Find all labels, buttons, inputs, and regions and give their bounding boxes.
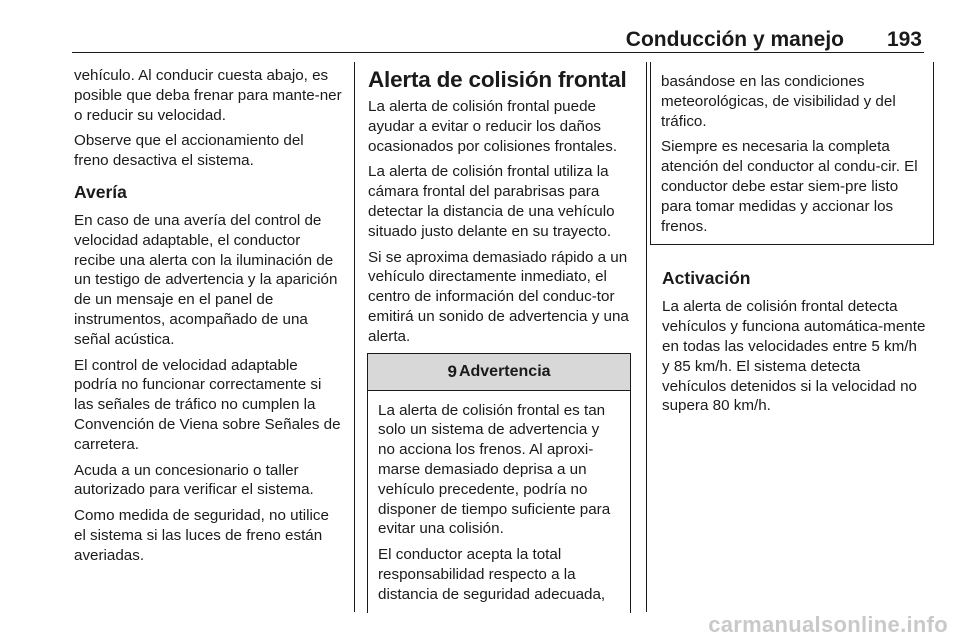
paragraph: El control de velocidad adaptable podría no funcionar correctamente si las señales de tráfico no cumplen la Convención de Viena sobre Señales de carretera. — [74, 356, 341, 453]
column-left — [74, 66, 342, 572]
warning-box — [367, 353, 631, 613]
paragraph: Si se aproxima demasiado rápido a un vehículo directamente inmediato, el centro de información del conduc-tor emitirá un sonido de advertencia y una alerta. — [368, 248, 629, 345]
column-middle — [368, 66, 633, 613]
warning-paragraph: El conductor acepta la total responsabilidad respecto a la distancia de seguridad adecuada, — [378, 546, 606, 603]
paragraph: En caso de una avería del control de velocidad adaptable, el conductor recibe una alerta con la iluminación de un testigo de advertencia y la aparición de un mensaje en el panel de instrumentos, acompañado de una señal acústica. — [74, 211, 338, 348]
paragraph: La alerta de colisión frontal detecta vehículos y funciona automática-mente en todas las velocidades entre 5 km/h y 85 km/h. El sistema detecta vehículos detenidos si la velocidad no supera 80 km/h. — [662, 298, 926, 415]
section-title: Conducción y manejo — [625, 28, 844, 51]
column-divider-right — [646, 62, 647, 612]
warning-header — [368, 354, 630, 391]
warning-triangle-icon: 9 — [447, 361, 457, 381]
warning-box-continued — [650, 62, 934, 245]
warning-paragraph: basándose en las condiciones meteorológicas, de visibilidad y del tráfico. — [661, 73, 896, 130]
section-heading-alerta: Alerta de colisión frontal — [368, 67, 627, 92]
paragraph: Como medida de seguridad, no utilice el sistema si las luces de freno están averiadas. — [74, 507, 329, 564]
paragraph: La alerta de colisión frontal puede ayudar a evitar o reducir los daños ocasionados por colisiones frontales. — [368, 98, 618, 155]
column-divider-left — [354, 62, 355, 612]
paragraph: Observe que el accionamiento del freno desactiva el sistema. — [74, 132, 304, 170]
paragraph: vehículo. Al conducir cuesta abajo, es posible que deba frenar para mante-ner o reducir su velocidad. — [74, 67, 342, 124]
section-heading-averia: Avería — [74, 181, 127, 202]
page-number: 193 — [886, 28, 922, 51]
page-header — [72, 26, 924, 53]
warning-title: Advertencia — [458, 362, 551, 380]
warning-paragraph: Siempre es necesaria la completa atención del conductor al condu-cir. El conductor debe estar siem-pre listo para tomar medidas y accionar los frenos. — [661, 138, 918, 235]
warning-body — [368, 391, 630, 613]
watermark: carmanualsonline.info — [708, 612, 948, 637]
section-heading-activacion: Activación — [662, 268, 751, 289]
warning-paragraph: La alerta de colisión frontal es tan solo un sistema de advertencia y no acciona los frenos. Al aproxi-marse demasiado deprisa a un vehículo precedente, podría no disponer de tiempo suficiente para evitar una colisión. — [378, 401, 611, 538]
paragraph: Acuda a un concesionario o taller autorizado para verificar el sistema. — [74, 461, 314, 499]
paragraph: La alerta de colisión frontal utiliza la cámara frontal del parabrisas para detectar la distancia de una vehículo situado justo delante en su trayecto. — [368, 163, 615, 240]
column-right — [662, 66, 926, 422]
